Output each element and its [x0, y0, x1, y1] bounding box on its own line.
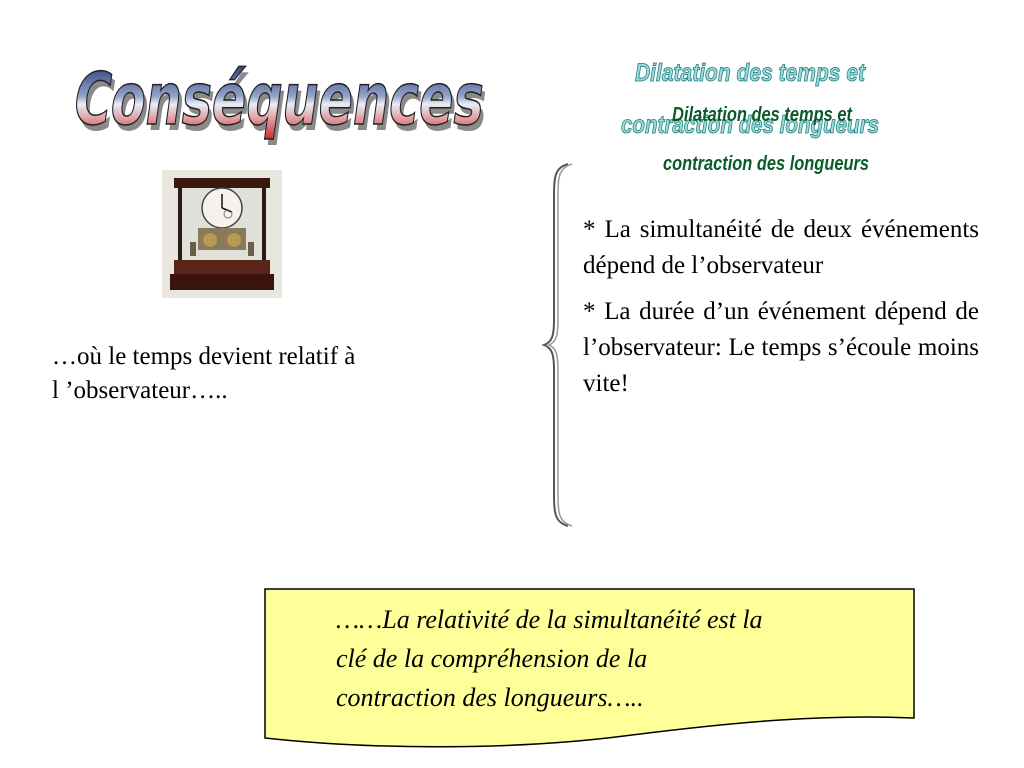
- clock-image: [162, 170, 282, 298]
- wordart-front-line2: contraction des longueurs: [663, 153, 869, 175]
- wordart-front-line1: Dilatation des temps et: [672, 104, 854, 126]
- note-line-2: clé de la compréhension de la: [336, 644, 648, 673]
- relative-line-2: l ’observateur…..: [52, 377, 228, 404]
- title-shadow: Conséquences: [71, 64, 520, 148]
- relative-line-1: …où le temps devient relatif à: [52, 343, 356, 370]
- relative-time-text: [52, 340, 492, 408]
- bullet-simultaneity: * La simultanéité de deux événements dépend de l’observateur: [583, 216, 979, 279]
- slide-title: [60, 38, 520, 158]
- conclusion-note: [264, 588, 916, 753]
- curly-bracket: [540, 160, 580, 530]
- title-wordart: [60, 38, 520, 158]
- bullet-duration: * La durée d’un événement dépend de l’observateur: Le temps s’écoule moins vite!: [583, 298, 979, 397]
- title-text: Conséquences: [68, 58, 520, 142]
- wordart-back-line1: Dilatation des temps et: [635, 59, 867, 87]
- wordart-back-line2: contraction des longueurs: [621, 111, 880, 139]
- subtitle-wordart: [600, 45, 900, 195]
- note-line-3: contraction des longueurs…..: [336, 683, 644, 712]
- bullet-list: [583, 212, 979, 412]
- note-line-1: ……La relativité de la simultanéité est la: [336, 605, 763, 634]
